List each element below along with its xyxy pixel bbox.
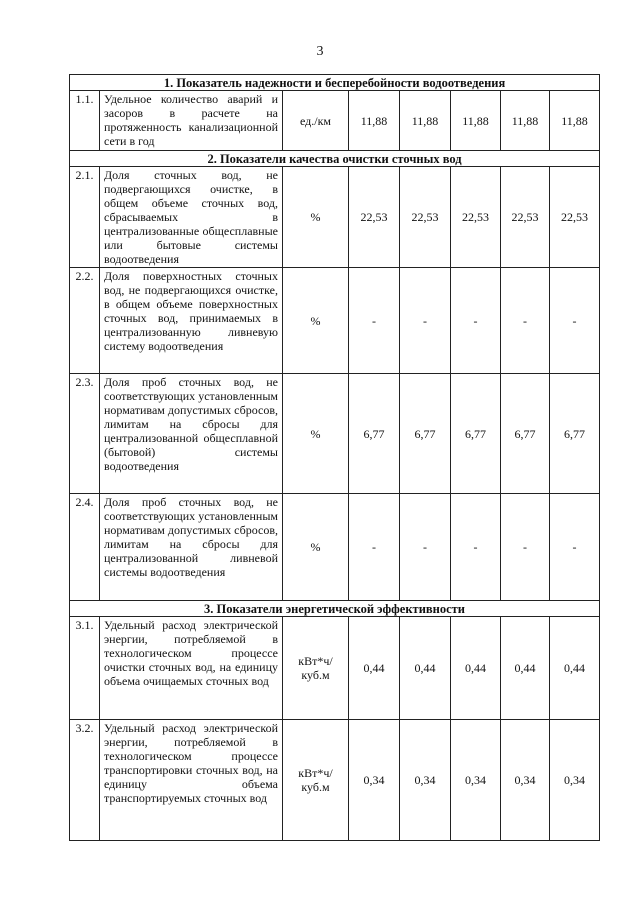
value-cell: 22,53: [400, 167, 451, 268]
row-unit: %: [283, 374, 349, 494]
row-number: 2.4.: [70, 494, 100, 601]
value-cell: 11,88: [400, 91, 451, 151]
value-cell: -: [451, 268, 501, 374]
value-cell: 11,88: [349, 91, 400, 151]
row-unit: кВт*ч/ куб.м: [283, 617, 349, 720]
section-header-row: [70, 75, 600, 91]
value-cell: -: [501, 268, 550, 374]
row-description: Удельный расход электрической энергии, потребляемой в технологическом процессе транспортировки сточных вод, на единицу объема транспортируемых сточных вод: [100, 720, 283, 841]
row-description: Удельный расход электрической энергии, потребляемой в технологическом процессе очистки сточных вод, на единицу объема очищаемых сточных вод: [100, 617, 283, 720]
value-cell: 0,44: [349, 617, 400, 720]
row-number: 1.1.: [70, 91, 100, 151]
value-cell: 11,88: [550, 91, 600, 151]
value-cell: -: [451, 494, 501, 601]
value-cell: 11,88: [501, 91, 550, 151]
value-cell: 6,77: [501, 374, 550, 494]
section-title: 3. Показатели энергетической эффективности: [70, 601, 600, 617]
value-cell: 6,77: [451, 374, 501, 494]
row-description: Доля проб сточных вод, не соответствующих установленным нормативам допустимых сбросов, лимитам на сбросы для централизованной ливневой системы водоотведения: [100, 494, 283, 601]
table-row: [70, 91, 600, 151]
value-cell: 22,53: [349, 167, 400, 268]
section-header-row: [70, 601, 600, 617]
value-cell: 6,77: [400, 374, 451, 494]
value-cell: -: [349, 268, 400, 374]
table-row: [70, 617, 600, 720]
row-number: 2.1.: [70, 167, 100, 268]
row-number: 2.3.: [70, 374, 100, 494]
value-cell: 6,77: [550, 374, 600, 494]
table-row: [70, 374, 600, 494]
value-cell: 6,77: [349, 374, 400, 494]
row-number: 3.2.: [70, 720, 100, 841]
row-unit: ед./км: [283, 91, 349, 151]
value-cell: 22,53: [451, 167, 501, 268]
value-cell: 0,44: [550, 617, 600, 720]
row-number: 2.2.: [70, 268, 100, 374]
value-cell: 11,88: [451, 91, 501, 151]
page-number: 3: [316, 44, 324, 59]
value-cell: -: [349, 494, 400, 601]
row-description: Доля поверхностных сточных вод, не подвергающихся очистке, в общем объеме поверхностных сточных вод, принимаемых в централизованную ливневую систему водоотведения: [100, 268, 283, 374]
value-cell: 0,34: [400, 720, 451, 841]
value-cell: 0,34: [550, 720, 600, 841]
table-row: [70, 268, 600, 374]
table-row: [70, 167, 600, 268]
table-row: [70, 720, 600, 841]
row-description: Доля проб сточных вод, не соответствующих установленным нормативам допустимых сбросов, лимитам на сбросы для централизованной общесплавной (бытовой) системы водоотведения: [100, 374, 283, 494]
value-cell: 0,34: [451, 720, 501, 841]
row-description: Доля сточных вод, не подвергающихся очистке, в общем объеме сточных вод, сбрасываемых в централизованные общесплавные или бытовые системы водоотведения: [100, 167, 283, 268]
value-cell: 0,34: [501, 720, 550, 841]
value-cell: 0,44: [400, 617, 451, 720]
section-title: 2. Показатели качества очистки сточных вод: [70, 151, 600, 167]
section-title: 1. Показатель надежности и бесперебойности водоотведения: [70, 75, 600, 91]
value-cell: -: [550, 494, 600, 601]
value-cell: 22,53: [550, 167, 600, 268]
row-number: 3.1.: [70, 617, 100, 720]
row-unit: %: [283, 167, 349, 268]
row-description: Удельное количество аварий и засоров в расчете на протяженность канализационной сети в год: [100, 91, 283, 151]
value-cell: -: [550, 268, 600, 374]
value-cell: 22,53: [501, 167, 550, 268]
row-unit: %: [283, 494, 349, 601]
indicators-table: [69, 74, 600, 841]
value-cell: 0,34: [349, 720, 400, 841]
value-cell: 0,44: [451, 617, 501, 720]
row-unit: %: [283, 268, 349, 374]
value-cell: -: [501, 494, 550, 601]
row-unit: кВт*ч/ куб.м: [283, 720, 349, 841]
value-cell: -: [400, 268, 451, 374]
value-cell: 0,44: [501, 617, 550, 720]
table-row: [70, 494, 600, 601]
value-cell: -: [400, 494, 451, 601]
section-header-row: [70, 151, 600, 167]
